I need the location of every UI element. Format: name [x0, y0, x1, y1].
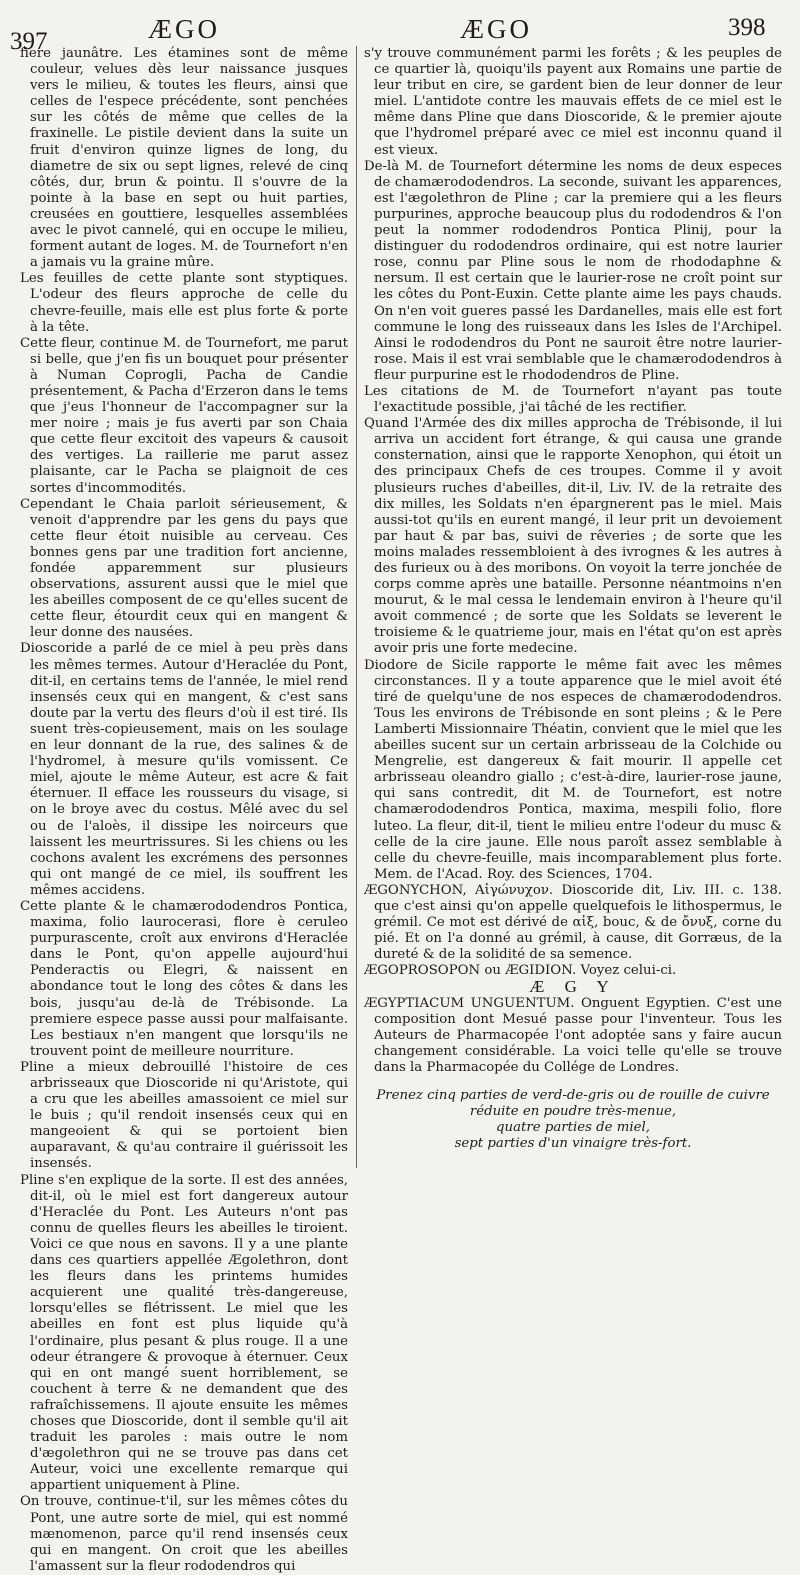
paragraph: Les citations de M. de Tournefort n'ayant pas toute l'exactitude possible, j'ai tâché de les rectifier. [364, 383, 782, 416]
paragraph: De-là M. de Tournefort détermine les noms de deux especes de chamærododendros. La seconde, suivant les apparences, est l'ægolethron de Pline ; car la premiere qui a les fleurs purpurines, approche beaucoup plus du rododendros & l'on peut la nommer rododendros Pontica Plinij, pour la distinguer du rododendros ordinaire, qui est notre laurier rose, connu par Pline sous le nom de rhododaphne & nersum. Il est certain que le laurier-rose ne croît point sur les côtes du Pont-Euxin. Cette plante aime les pays chauds. On n'en voit gueres passé les Dardanelles, mais elle est fort commune le long des ruisseaux dans les Isles de l'Archipel. Ainsi le rododendros du Pont ne sauroit être notre laurier-rose. Mais il est vrai semblable que le chamærododendros à fleur purpurine est le rhododendros de Pline. [364, 158, 782, 383]
recipe-line: quatre parties de miel, [496, 1120, 650, 1136]
left-page-number: 397 [10, 28, 48, 55]
recipe-line: sept parties d'un vinaigre très-fort. [454, 1136, 692, 1152]
column-divider [356, 46, 357, 1168]
paragraph: Pline a mieux debrouillé l'histoire de ces arbrisseaux que Dioscoride ni qu'Aristote, qui a cru que les abeilles amassoient ce miel sur le buis ; qu'il rendoit insensés ceux qui en mangeoient & qui se portoient bien auparavant, & qu'au contraire il guérissoit les insensés. [20, 1059, 348, 1172]
left-column [20, 46, 348, 1574]
paragraph: Dioscoride a parlé de ce miel à peu près dans les mêmes termes. Autour d'Heraclée du Pont, dit-il, en certains tems de l'année, le miel rend insensés ceux qui en mangent, & c'est sans doute par la vertu des fleurs d'où il est tiré. Ils suent très-copieusement, mais on les soulage en leur donnant de la rue, des salines & de l'hydromel, à mesure qu'ils vomissent. Ce miel, ajoute le même Auteur, est acre & fait éternuer. Il efface les rousseurs du visage, si on le broye avec du costus. Mêlé avec du sel ou de l'aloès, il dissipe les noirceurs que laissent les meurtrissures. Si les chiens ou les cochons avalent les excrémens des personnes qui ont mangé de ce miel, ils souffrent les mêmes accidens. [20, 641, 348, 898]
paragraph: On trouve, continue-t'il, sur les mêmes côtes du Pont, une autre sorte de miel, qui est nommé mænomenon, parce qu'il rend insensés ceux qui en mangent. On croit que les abeilles l'amassent sur la fleur rododendros qui [20, 1494, 348, 1574]
section-heading: Æ G Y [529, 977, 617, 997]
recipe [364, 1088, 782, 1152]
paragraph: ÆGYPTIACUM UNGUENTUM. Onguent Egyptien. C'est une composition dont Mesué passe pour l'inventeur. Tous les Auteurs de Pharmacopée l'ont adoptée sans y faire aucun changement considérable. La voici telle qu'elle se trouve dans la Pharmacopée du Collége de Londres. [364, 995, 782, 1075]
right-running-title: ÆGO [460, 14, 533, 44]
paragraph: Les feuilles de cette plante sont styptiques. L'odeur des fleurs approche de celle du chevre-feuille, mais elle est plus forte & porte à la tête. [20, 271, 348, 335]
paragraph: ÆGOPROSOPON ou ÆGIDION. Voyez celui-ci. [364, 963, 677, 979]
left-running-title: ÆGO [148, 14, 221, 44]
paragraph: Pline s'en explique de la sorte. Il est des années, dit-il, où le miel est fort dangereux autour d'Heraclée du Pont. Les Auteurs n'ont pas connu de quelles fleurs les abeilles le tiroient. Voici ce que nous en savons. Il y a une plante dans ces quartiers appellée Ægolethron, dont les fleurs dans les printems humides acquierent une qualité très-dangereuse, lorsqu'elles se flétrissent. Le miel que les abeilles en font est plus liquide qu'à l'ordinaire, plus pesant & plus rouge. Il a une odeur étrangere & provoque à éternuer. Ceux qui en ont mangé suent horriblement, se couchent à terre & ne demandent que des rafraîchissemens. Il ajoute ensuite les mêmes choses que Dioscoride, dont il semble qu'il ait traduit les paroles : mais outre le nom d'ægolethron qui ne se trouve pas dans cet Auteur, voici une excellente remarque qui appartient uniquement à Pline. [20, 1172, 348, 1494]
paragraph: Cette fleur, continue M. de Tournefort, me parut si belle, que j'en fis un bouquet pour présenter à Numan Coprogli, Pacha de Candie présentement, & Pacha d'Erzeron dans le tems que j'eus l'honneur de l'accompagner sur la mer noire ; mais je fus averti par son Chaia que cette fleur excitoit des vapeurs & causoit des vertiges. La raillerie me parut assez plaisante, car le Pacha se plaignoit de ces sortes d'incommodités. [20, 335, 348, 496]
recipe-line: Prenez cinq parties de verd-de-gris ou de rouille de cuivre réduite en poudre très-menue, [376, 1088, 770, 1120]
paragraph: s'y trouve communément parmi les forêts ; & les peuples de ce quartier là, quoiqu'ils payent aux Romains une partie de leur tribut en cire, se gardent bien de leur donner de leur miel. L'antidote contre les mauvais effets de ce miel est le même dans Pline que dans Dioscoride, & le premier ajoute que l'hydromel préparé avec ce miel est inconnu quand il est vieux. [364, 46, 782, 158]
paragraph: Cette plante & le chamærododendros Pontica, maxima, folio laurocerasi, flore è ceruleo purpurascente, croît aux environs d'Heraclée dans le Pont, qu'on appelle aujourd'hui Penderactis ou Elegri, & naissent en abondance tout le long des côtes & dans les bois, jusqu'au de-là de Trébisonde. La premiere espece passe aussi pour malfaisante. Les bestiaux n'en mangent que lorsqu'ils ne trouvent point de meilleure nourriture. [20, 898, 348, 1059]
right-column [364, 46, 782, 1168]
paragraph: fiere jaunâtre. Les étamines sont de même couleur, velues dès leur naissance jusques vers le milieu, & toutes les fleurs, ainsi que celles de l'espece précédente, sont penchées sur les côtés de même que celles de la fraxinelle. Le pistile devient dans la suite un fruit d'environ quinze lignes de long, du diametre de six ou sept lignes, relevé de cinq côtés, dur, brun & pointu. Il s'ouvre de la pointe à la base en sept ou huit parties, creusées en gouttiere, lesquelles assemblées avec le pivot cannelé, qui en occupe le milieu, forment autant de loges. M. de Tournefort n'en a jamais vu la graine mûre. [20, 46, 348, 271]
paragraph: Quand l'Armée des dix milles approcha de Trébisonde, il lui arriva un accident fort étrange, & qui causa une grande consternation, ainsi que le rapporte Xenophon, qui étoit un des principaux Chefs de ces troupes. Comme il y avoit plusieurs ruches d'abeilles, dit-il, Liv. IV. de la retraite des dix milles, les Soldats n'en épargnerent pas le miel. Mais aussi-tot qu'ils en eurent mangé, il leur prit un devoiement par haut & par bas, suivi de rêveries ; de sorte que les moins malades ressembloient à des ivrognes & les autres à des furieux ou à des moribons. On voyoit la terre jonchée de corps comme après une bataille. Personne néantmoins n'en mourut, & le mal cessa le lendemain environ à l'heure qu'il avoit commencé ; de sorte que les Soldats se leverent le troisieme & le quatrieme jour, mais en l'état qu'on est après avoir pris une forte medecine. [364, 416, 782, 657]
paragraph: Diodore de Sicile rapporte le même fait avec les mêmes circonstances. Il y a toute apparence que le miel avoit été tiré de quelqu'une de nos especes de chamærododendros. Tous les environs de Trébisonde en sont pleins ; & le Pere Lamberti Missionnaire Théatin, convient que le miel que les abeilles sucent sur un certain arbrisseau de la Colchide ou Mengrelie, est dangereux & fait mourir. Il appelle cet arbrisseau oleandro giallo ; c'est-à-dire, laurier-rose jaune, qui sans contredit, dit M. de Tournefort, est notre chamærododendros Pontica, maxima, mespili folio, flore luteo. La fleur, dit-il, tient le milieu entre l'odeur du musc & celle de la cire jaune. Elle nous paroît assez semblable à celle du chevre-feuille, mais incomparablement plus forte. Mem. de l'Acad. Roy. des Sciences, 1704. [364, 657, 782, 882]
paragraph: ÆGONYCHON, Αἰγώνυχον. Dioscoride dit, Liv. III. c. 138. que c'est ainsi qu'on appelle quelquefois le lithospermus, le grémil. Ce mot est dérivé de αἰξ, bouc, & de ὄνυξ, corne du pié. Et on l'a donné au grémil, à cause, dit Gorræus, de la dureté & de la solidité de sa semence. [364, 882, 782, 963]
right-page-number: 398 [728, 14, 766, 41]
paragraph: Cependant le Chaia parloit sérieusement, & venoit d'apprendre par les gens du pays que cette fleur étoit nuisible au cerveau. Ces bonnes gens par une tradition fort ancienne, fondée apparemment sur plusieurs observations, assurent aussi que le miel que les abeilles composent de ce qu'elles sucent de cette fleur, étourdit ceux qui en mangent & leur donne des nausées. [20, 496, 348, 641]
